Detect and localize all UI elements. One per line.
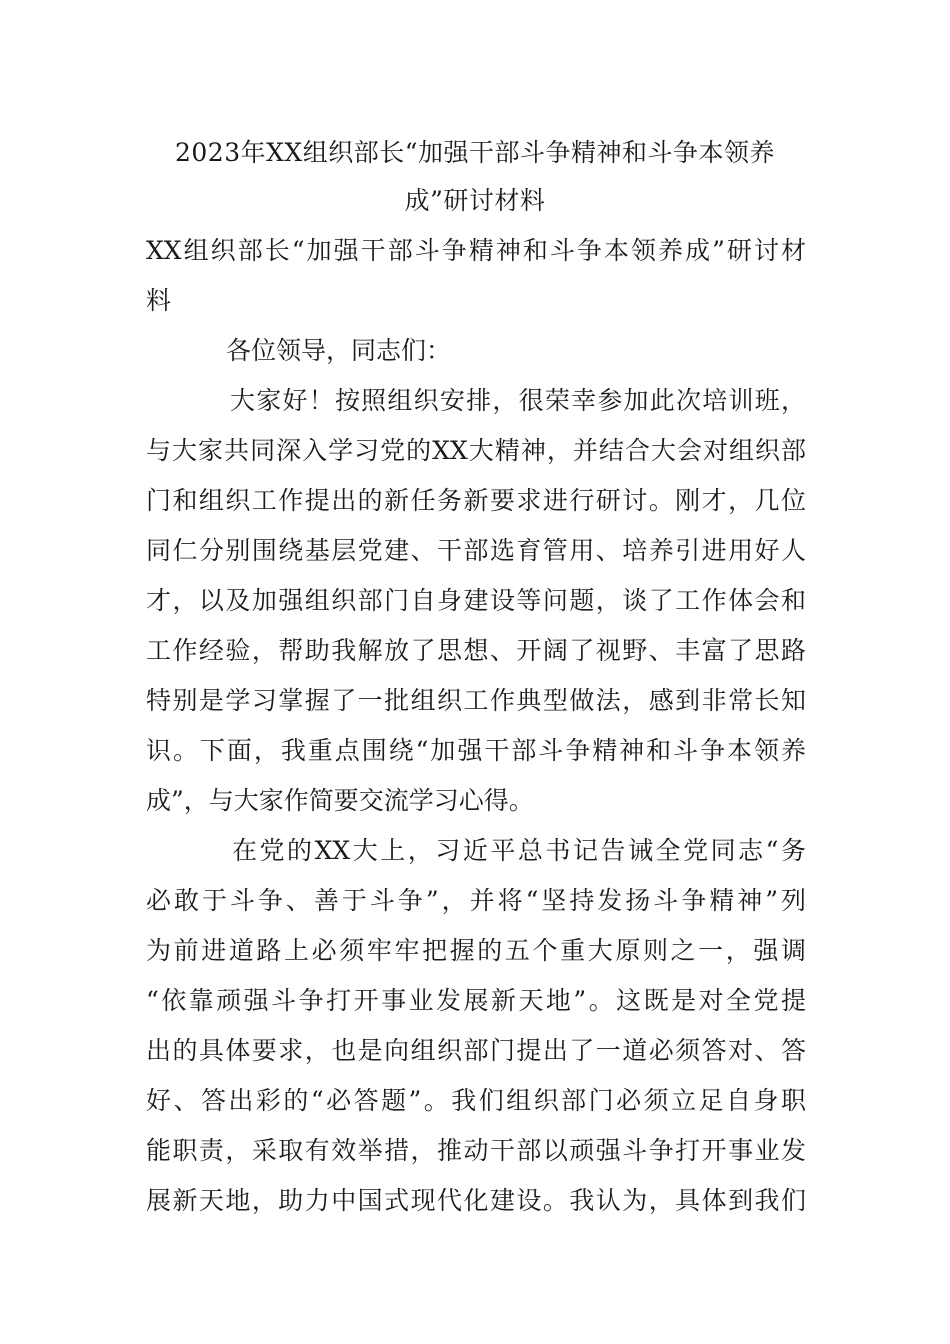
paragraph-2-line-2: 必敢于斗争、善于斗争”，并将“坚持发扬斗争精神”列 <box>146 886 806 915</box>
paragraph-1-line-5: 才，以及加强组织部门自身建设等问题，谈了工作体会和 <box>146 586 806 615</box>
subtitle-line-1: XX组织部长“加强干部斗争精神和斗争本领养成”研讨材 <box>146 236 806 265</box>
paragraph-2-line-5: 出的具体要求，也是向组织部门提出了一道必须答对、答 <box>146 1036 806 1065</box>
subtitle-line-2: 料 <box>146 286 172 315</box>
document-title-line-1: 2023年XX组织部长“加强干部斗争精神和斗争本领养 <box>174 138 775 167</box>
paragraph-1-line-7: 特别是学习掌握了一批组织工作典型做法，感到非常长知 <box>146 686 806 715</box>
paragraph-2-line-8: 展新天地，助力中国式现代化建设。我认为，具体到我们 <box>146 1186 806 1215</box>
paragraph-1-line-8: 识。下面，我重点围绕“加强干部斗争精神和斗争本领养 <box>146 736 806 765</box>
salutation: 各位领导，同志们： <box>226 336 452 365</box>
paragraph-1-line-3: 门和组织工作提出的新任务新要求进行研讨。刚才，几位 <box>146 486 806 515</box>
paragraph-1-line-1: 大家好！按照组织安排，很荣幸参加此次培训班， <box>230 386 806 415</box>
paragraph-2-line-6: 好、答出彩的“必答题”。我们组织部门必须立足自身职 <box>146 1086 806 1115</box>
document-title-line-2: 成”研讨材料 <box>404 186 546 215</box>
paragraph-1-line-2: 与大家共同深入学习党的XX大精神，并结合大会对组织部 <box>146 436 806 465</box>
paragraph-1-line-4: 同仁分别围绕基层党建、干部选育管用、培养引进用好人 <box>146 536 806 565</box>
paragraph-2-line-1: 在党的XX大上，习近平总书记告诫全党同志“务 <box>232 836 806 865</box>
paragraph-2-line-4: “依靠顽强斗争打开事业发展新天地”。这既是对全党提 <box>146 986 806 1015</box>
paragraph-1-line-9: 成”，与大家作简要交流学习心得。 <box>146 786 534 815</box>
paragraph-1-line-6: 工作经验，帮助我解放了思想、开阔了视野、丰富了思路 <box>146 636 806 665</box>
paragraph-2-line-7: 能职责，采取有效举措，推动干部以顽强斗争打开事业发 <box>146 1136 806 1165</box>
paragraph-2-line-3: 为前进道路上必须牢牢把握的五个重大原则之一，强调 <box>146 936 806 965</box>
